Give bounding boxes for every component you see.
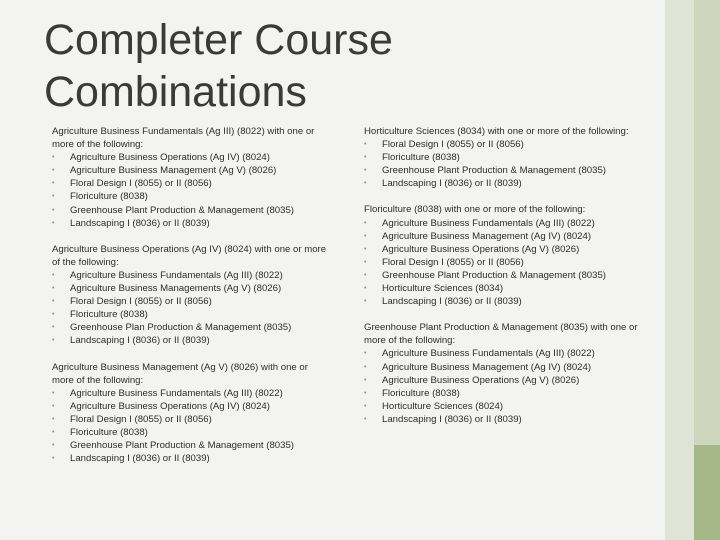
left-column bbox=[52, 125, 327, 478]
course-name: Floral Design I (8055) or II (8056) bbox=[70, 296, 212, 308]
course-name: Greenhouse Plant Production & Management (8035) bbox=[70, 204, 294, 216]
block-heading: Horticulture Sciences (8034) with one or more of the following: bbox=[364, 126, 629, 137]
course-list-item bbox=[364, 374, 649, 387]
course-list-item bbox=[364, 282, 649, 295]
bullet-icon: • bbox=[364, 232, 367, 240]
bullet-icon: • bbox=[364, 350, 367, 358]
course-list-item bbox=[364, 164, 649, 177]
course-list-item bbox=[52, 204, 327, 217]
course-list-item bbox=[364, 387, 649, 400]
course-list-item bbox=[364, 177, 649, 190]
bullet-icon: • bbox=[364, 180, 367, 188]
course-list-item bbox=[52, 217, 327, 230]
bullet-icon: • bbox=[52, 402, 55, 410]
decorative-side-stripe-inner bbox=[694, 0, 720, 540]
course-name: Agriculture Business Operations (Ag IV) (8024) bbox=[70, 400, 270, 412]
decorative-side-stripe-bottom bbox=[694, 445, 720, 540]
right-column bbox=[364, 125, 649, 439]
course-name: Greenhouse Plant Production & Management (8035) bbox=[382, 269, 606, 281]
bullet-icon: • bbox=[364, 167, 367, 175]
course-name: Agriculture Business Management (Ag IV) (8024) bbox=[382, 361, 592, 373]
bullet-icon: • bbox=[364, 402, 367, 410]
course-list-item bbox=[364, 230, 649, 243]
course-list-item bbox=[364, 413, 649, 426]
course-name: Greenhouse Plant Production & Management (8035) bbox=[382, 165, 606, 177]
bullet-icon: • bbox=[52, 206, 55, 214]
course-name: Agriculture Business Management (Ag V) (8026) bbox=[70, 165, 277, 177]
course-list-item bbox=[364, 347, 649, 360]
bullet-icon: • bbox=[52, 428, 55, 436]
course-list-item bbox=[364, 295, 649, 308]
bullet-icon: • bbox=[364, 376, 367, 384]
course-name: Agriculture Business Managements (Ag V) (8026) bbox=[70, 283, 282, 295]
course-list-item bbox=[52, 308, 327, 321]
course-name: Greenhouse Plant Production & Management (8035) bbox=[70, 440, 294, 452]
block-heading: Agriculture Business Fundamentals (Ag III) (8022) with one or more of the following: bbox=[52, 126, 315, 151]
course-list-item bbox=[52, 426, 327, 439]
course-combination-block bbox=[364, 203, 649, 308]
course-list-item bbox=[52, 452, 327, 465]
course-list-item bbox=[52, 439, 327, 452]
block-heading: Greenhouse Plant Production & Management (8035) with one or more of the following: bbox=[364, 322, 638, 347]
course-list-item bbox=[52, 295, 327, 308]
block-heading: Floriculture (8038) with one or more of the following: bbox=[364, 204, 586, 216]
course-name: Agriculture Business Fundamentals (Ag III) (8022) bbox=[382, 348, 595, 360]
course-list-item bbox=[52, 334, 327, 347]
course-list bbox=[364, 138, 649, 190]
course-list bbox=[364, 217, 649, 309]
course-list-item bbox=[364, 269, 649, 282]
course-list-item bbox=[52, 400, 327, 413]
course-list-item bbox=[52, 177, 327, 190]
block-heading: Agriculture Business Operations (Ag IV) (8024) with one or more of the following: bbox=[52, 243, 327, 268]
course-list bbox=[52, 269, 327, 348]
course-name: Landscaping I (8036) or II (8039) bbox=[70, 217, 210, 229]
course-list-item bbox=[52, 190, 327, 203]
course-name: Landscaping I (8036) or II (8039) bbox=[70, 453, 210, 465]
slide-title: Completer Course Combinations bbox=[44, 16, 393, 116]
course-list-item bbox=[52, 413, 327, 426]
course-name: Agriculture Business Operations (Ag V) (8026) bbox=[382, 374, 580, 386]
course-name: Agriculture Business Operations (Ag IV) (8024) bbox=[70, 152, 270, 164]
bullet-icon: • bbox=[52, 311, 55, 319]
course-list-item bbox=[364, 400, 649, 413]
block-heading: Agriculture Business Management (Ag V) (8026) with one or more of the following: bbox=[52, 361, 308, 386]
bullet-icon: • bbox=[52, 167, 55, 175]
course-name: Agriculture Business Management (Ag IV) (8024) bbox=[382, 230, 592, 242]
bullet-icon: • bbox=[364, 141, 367, 149]
bullet-icon: • bbox=[364, 285, 367, 293]
course-name: Floral Design I (8055) or II (8056) bbox=[382, 256, 524, 268]
course-name: Floral Design I (8055) or II (8056) bbox=[70, 178, 212, 190]
bullet-icon: • bbox=[52, 193, 55, 201]
course-combination-block bbox=[364, 321, 649, 426]
course-name: Horticulture Sciences (8034) bbox=[382, 283, 504, 295]
bullet-icon: • bbox=[52, 324, 55, 332]
course-list-item bbox=[364, 138, 649, 151]
bullet-icon: • bbox=[364, 245, 367, 253]
bullet-icon: • bbox=[52, 219, 55, 227]
bullet-icon: • bbox=[364, 258, 367, 266]
course-list bbox=[364, 347, 649, 426]
bullet-icon: • bbox=[364, 389, 367, 397]
bullet-icon: • bbox=[52, 154, 55, 162]
course-combination-block bbox=[52, 361, 327, 466]
bullet-icon: • bbox=[52, 271, 55, 279]
course-name: Floriculture (8038) bbox=[382, 387, 460, 399]
course-list-item bbox=[364, 256, 649, 269]
bullet-icon: • bbox=[52, 389, 55, 397]
course-list bbox=[52, 387, 327, 466]
course-list bbox=[52, 151, 327, 230]
course-list-item bbox=[364, 361, 649, 374]
course-list-item bbox=[52, 321, 327, 334]
course-list-item bbox=[52, 269, 327, 282]
course-list-item bbox=[52, 282, 327, 295]
course-name: Floral Design I (8055) or II (8056) bbox=[382, 139, 524, 151]
bullet-icon: • bbox=[364, 154, 367, 162]
course-list-item bbox=[52, 151, 327, 164]
course-combination-block bbox=[52, 243, 327, 348]
course-name: Floral Design I (8055) or II (8056) bbox=[70, 413, 212, 425]
bullet-icon: • bbox=[364, 219, 367, 227]
course-name: Floriculture (8038) bbox=[382, 152, 460, 164]
bullet-icon: • bbox=[364, 415, 367, 423]
course-combination-block bbox=[364, 125, 649, 190]
course-name: Floriculture (8038) bbox=[70, 309, 148, 321]
course-name: Agriculture Business Fundamentals (Ag III) (8022) bbox=[382, 217, 595, 229]
bullet-icon: • bbox=[52, 442, 55, 450]
bullet-icon: • bbox=[52, 415, 55, 423]
course-combination-block bbox=[52, 125, 327, 230]
bullet-icon: • bbox=[52, 180, 55, 188]
bullet-icon: • bbox=[52, 298, 55, 306]
course-name: Floriculture (8038) bbox=[70, 426, 148, 438]
course-list-item bbox=[364, 217, 649, 230]
bullet-icon: • bbox=[364, 271, 367, 279]
bullet-icon: • bbox=[364, 363, 367, 371]
bullet-icon: • bbox=[52, 455, 55, 463]
course-name: Agriculture Business Fundamentals (Ag III) (8022) bbox=[70, 387, 283, 399]
course-list-item bbox=[364, 243, 649, 256]
course-name: Landscaping I (8036) or II (8039) bbox=[382, 413, 522, 425]
course-list-item bbox=[364, 151, 649, 164]
course-list-item bbox=[52, 164, 327, 177]
course-name: Landscaping I (8036) or II (8039) bbox=[382, 178, 522, 190]
course-list-item bbox=[52, 387, 327, 400]
course-name: Greenhouse Plan Production & Management (8035) bbox=[70, 322, 292, 334]
course-name: Landscaping I (8036) or II (8039) bbox=[382, 296, 522, 308]
bullet-icon: • bbox=[52, 285, 55, 293]
course-name: Horticulture Sciences (8024) bbox=[382, 400, 504, 412]
course-name: Agriculture Business Fundamentals (Ag III) (8022) bbox=[70, 269, 283, 281]
bullet-icon: • bbox=[364, 298, 367, 306]
course-name: Floriculture (8038) bbox=[70, 191, 148, 203]
course-name: Agriculture Business Operations (Ag V) (8026) bbox=[382, 243, 580, 255]
bullet-icon: • bbox=[52, 337, 55, 345]
course-name: Landscaping I (8036) or II (8039) bbox=[70, 335, 210, 347]
